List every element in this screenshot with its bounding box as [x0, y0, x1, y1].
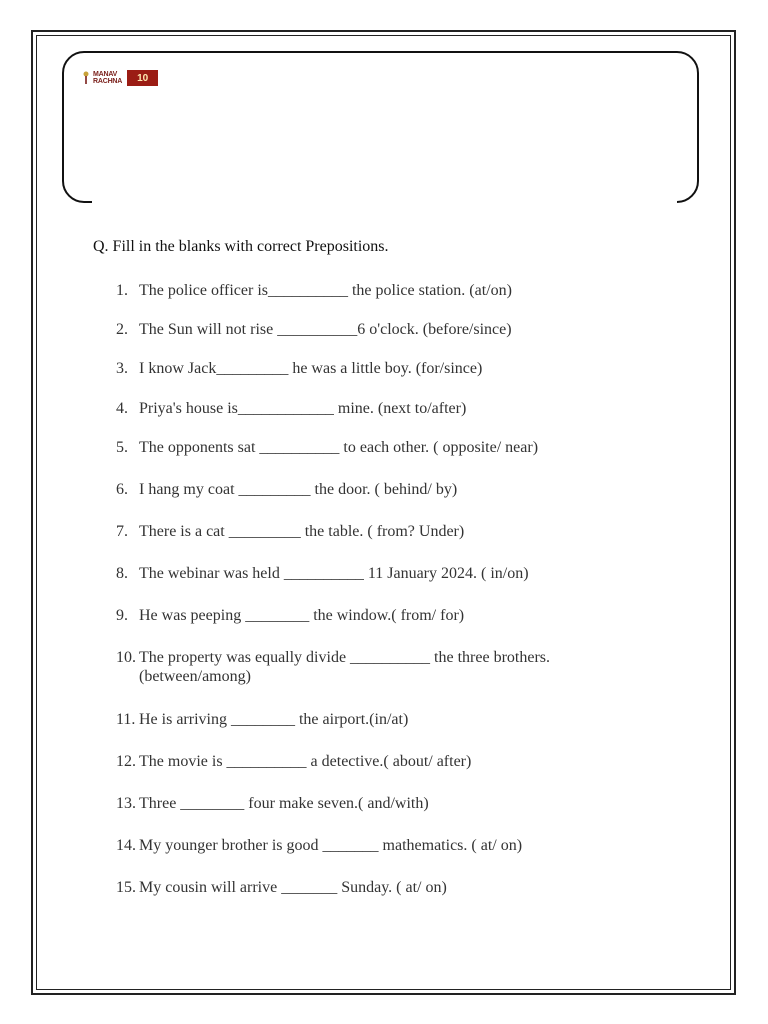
list-item	[116, 359, 639, 378]
item-number: 6.	[116, 481, 128, 498]
item-text: The police officer is__________ the police station. (at/on)	[139, 282, 512, 299]
list-item	[116, 836, 639, 855]
list-item	[116, 752, 639, 771]
item-number: 13.	[116, 795, 136, 812]
item-number: 10.	[116, 649, 136, 666]
logo-text-line1: MANAV	[93, 71, 118, 78]
item-number: 15.	[116, 879, 136, 896]
item-number: 5.	[116, 439, 128, 456]
list-item	[116, 606, 639, 625]
list-item	[116, 320, 639, 339]
logo-emblem-icon	[82, 71, 90, 85]
list-item	[116, 794, 639, 813]
list-item	[116, 480, 639, 499]
item-number: 11.	[116, 711, 136, 728]
item-number: 4.	[116, 400, 128, 417]
header-box-gap	[92, 198, 677, 206]
list-item	[116, 438, 639, 457]
item-number: 7.	[116, 523, 128, 540]
item-number: 1.	[116, 282, 128, 299]
list-item	[116, 648, 609, 686]
item-text: He was peeping ________ the window.( from/ for)	[139, 607, 465, 624]
item-number: 3.	[116, 360, 128, 377]
logo-badge: 10	[127, 70, 158, 86]
logo-text	[93, 71, 122, 85]
item-text: My younger brother is good _______ mathematics. ( at/ on)	[139, 837, 523, 854]
item-number: 9.	[116, 607, 128, 624]
list-item	[116, 878, 639, 897]
item-text: The movie is __________ a detective.( about/ after)	[139, 753, 472, 770]
list-item	[116, 399, 639, 418]
item-text: The property was equally divide __________ the three brothers. (between/among)	[139, 649, 550, 685]
item-number: 8.	[116, 565, 128, 582]
item-number: 14.	[116, 837, 136, 854]
item-text: He is arriving ________ the airport.(in/at)	[139, 711, 409, 728]
list-item	[116, 522, 639, 541]
item-text: Three ________ four make seven.( and/with)	[139, 795, 429, 812]
item-text: The Sun will not rise __________6 o'clock. (before/since)	[139, 321, 512, 338]
item-number: 2.	[116, 321, 128, 338]
list-item	[116, 564, 639, 583]
list-item	[116, 710, 639, 729]
item-number: 12.	[116, 753, 136, 770]
item-text: I hang my coat _________ the door. ( behind/ by)	[139, 481, 458, 498]
question-heading: Q. Fill in the blanks with correct Prepositions.	[93, 238, 389, 255]
logo-text-line2: RACHNA	[93, 78, 123, 85]
item-text: I know Jack_________ he was a little boy. (for/since)	[139, 360, 483, 377]
item-text: Priya's house is____________ mine. (next to/after)	[139, 400, 467, 417]
item-text: The webinar was held __________ 11 January 2024. ( in/on)	[139, 565, 529, 582]
item-text: There is a cat _________ the table. ( from? Under)	[139, 523, 465, 540]
school-logo	[82, 70, 158, 86]
item-text: The opponents sat __________ to each other. ( opposite/ near)	[139, 439, 539, 456]
list-item	[116, 281, 639, 300]
item-text: My cousin will arrive _______ Sunday. ( at/ on)	[139, 879, 447, 896]
